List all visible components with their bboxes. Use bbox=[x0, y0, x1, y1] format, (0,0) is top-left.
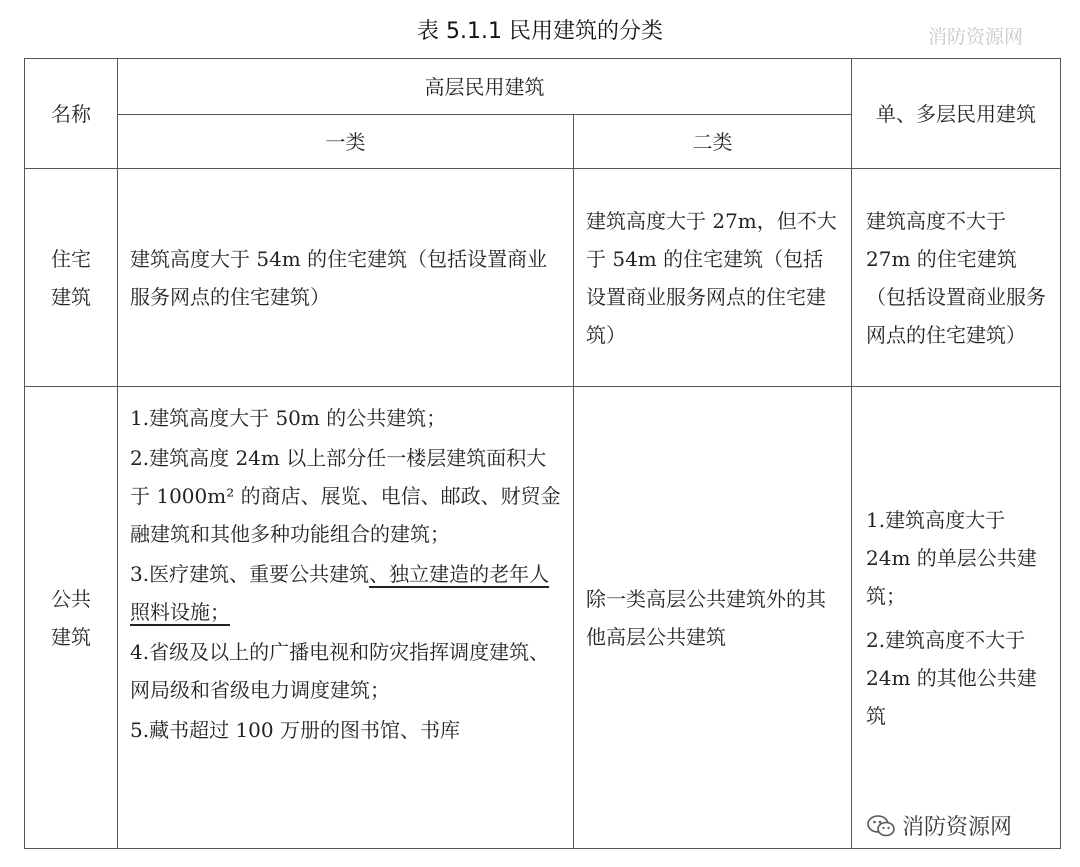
watermark-top: 消防资源网 bbox=[928, 26, 1024, 48]
public-class1-item-3-underlined: 、独立建造的老年人照料设施； bbox=[130, 562, 550, 624]
public-low-rise bbox=[852, 387, 1061, 849]
watermark-bottom-text: 消防资源网 bbox=[902, 815, 1013, 840]
public-class1-item-3 bbox=[130, 555, 561, 631]
public-low-rise-item-2: 2.建筑高度不大于 24m 的其他公共建筑 bbox=[866, 627, 1037, 728]
residential-low-rise: 建筑高度不大于 27m 的住宅建筑（包括设置商业服务网点的住宅建筑） bbox=[852, 169, 1061, 387]
public-label-line1: 公共 bbox=[51, 586, 91, 611]
watermark-bottom bbox=[862, 808, 1016, 843]
header-class2: 二类 bbox=[574, 115, 852, 169]
public-low-rise-item-1: 1.建筑高度大于 24m 的单层公共建筑； bbox=[866, 507, 1037, 608]
public-class2: 除一类高层公共建筑外的其他高层公共建筑 bbox=[574, 387, 852, 849]
public-class1-item-5: 5.藏书超过 100 万册的图书馆、书库 bbox=[130, 718, 460, 742]
public-class1-item-1: 1.建筑高度大于 50m 的公共建筑； bbox=[130, 406, 447, 430]
residential-class2: 建筑高度大于 27m，但不大于 54m 的住宅建筑（包括设置商业服务网点的住宅建筑） bbox=[574, 169, 852, 387]
residential-label-line1: 住宅 bbox=[51, 246, 91, 271]
header-high-rise: 高层民用建筑 bbox=[118, 59, 852, 115]
public-class1-item-4: 4.省级及以上的广播电视和防灾指挥调度建筑、网局级和省级电力调度建筑； bbox=[130, 640, 550, 702]
wechat-icon bbox=[866, 814, 896, 838]
public-row bbox=[25, 387, 1061, 849]
residential-label bbox=[25, 169, 118, 387]
residential-label-line2: 建筑 bbox=[51, 284, 91, 309]
table-title: 表 5.1.1 民用建筑的分类 bbox=[417, 19, 663, 44]
public-class1 bbox=[118, 387, 574, 849]
residential-row bbox=[25, 169, 1061, 387]
public-class1-item-3-part-a: 3.医疗建筑、重要公共建筑 bbox=[130, 562, 370, 586]
public-label-line2: 建筑 bbox=[51, 624, 91, 649]
building-classification-table bbox=[24, 58, 1061, 849]
public-class1-item-2: 2.建筑高度 24m 以上部分任一楼层建筑面积大于 1000m² 的商店、展览、电信、邮政、财贸金融建筑和其他多种功能组合的建筑； bbox=[130, 446, 561, 546]
header-name: 名称 bbox=[25, 59, 118, 169]
header-class1: 一类 bbox=[118, 115, 574, 169]
header-low-rise: 单、多层民用建筑 bbox=[852, 59, 1061, 169]
residential-class1: 建筑高度大于 54m 的住宅建筑（包括设置商业服务网点的住宅建筑） bbox=[118, 169, 574, 387]
public-label bbox=[25, 387, 118, 849]
header-row-1 bbox=[25, 59, 1061, 115]
